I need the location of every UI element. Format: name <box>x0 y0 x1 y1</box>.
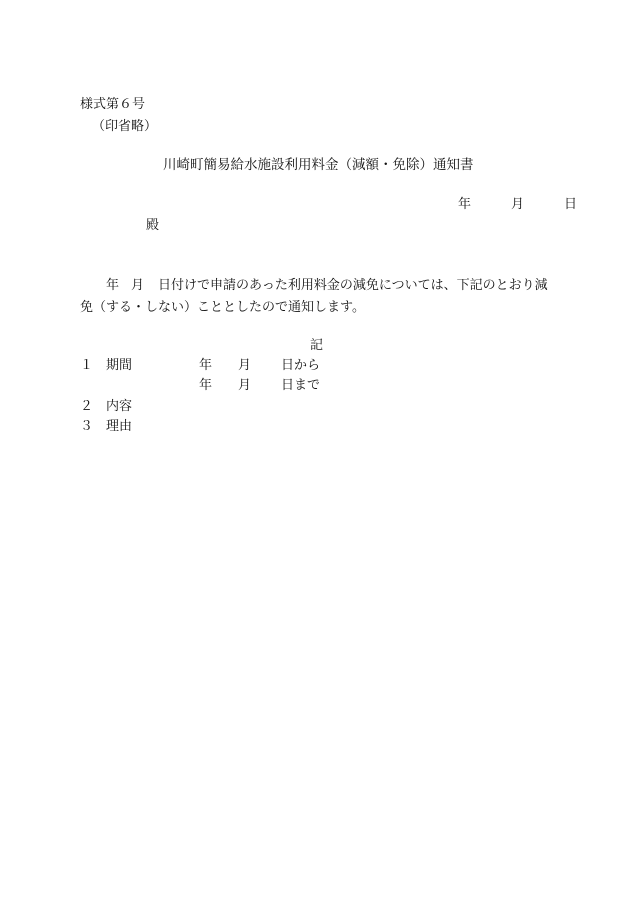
issue-date <box>458 195 577 215</box>
record-item-content <box>80 397 132 417</box>
addressee-suffix: 殿 <box>146 218 160 233</box>
form-number: 様式第６号 <box>80 97 146 112</box>
period-to-day: 日まで <box>281 378 321 393</box>
period-from-month: 月 <box>238 358 252 373</box>
date-day-label: 日 <box>564 197 578 212</box>
record-label: 記 <box>310 338 324 353</box>
item-number: １ <box>80 358 94 373</box>
body-year-label: 年 <box>106 278 120 293</box>
item-label: 期間 <box>106 358 133 373</box>
date-year-label: 年 <box>458 197 472 212</box>
notice-body <box>80 275 555 319</box>
record-item-period <box>80 356 132 376</box>
item-label: 理由 <box>106 419 133 434</box>
body-text: 日付けで申請のあった利用料金の減免については、下記のとおり減免（する・しない）こととしたので通知します。 <box>80 278 548 315</box>
item-number: ２ <box>80 399 94 414</box>
date-month-label: 月 <box>511 197 525 212</box>
period-from-year: 年 <box>199 358 213 373</box>
seal-note: （印省略） <box>92 119 158 134</box>
record-item-reason <box>80 417 132 437</box>
period-to-month: 月 <box>238 378 252 393</box>
period-from <box>199 356 320 376</box>
document-title: 川崎町簡易給水施設利用料金（減額・免除）通知書 <box>163 157 474 173</box>
item-number: ３ <box>80 419 94 434</box>
body-month-label: 月 <box>131 278 145 293</box>
item-label: 内容 <box>106 399 133 414</box>
period-to <box>199 376 320 396</box>
period-to-year: 年 <box>199 378 213 393</box>
period-from-day: 日から <box>281 358 321 373</box>
